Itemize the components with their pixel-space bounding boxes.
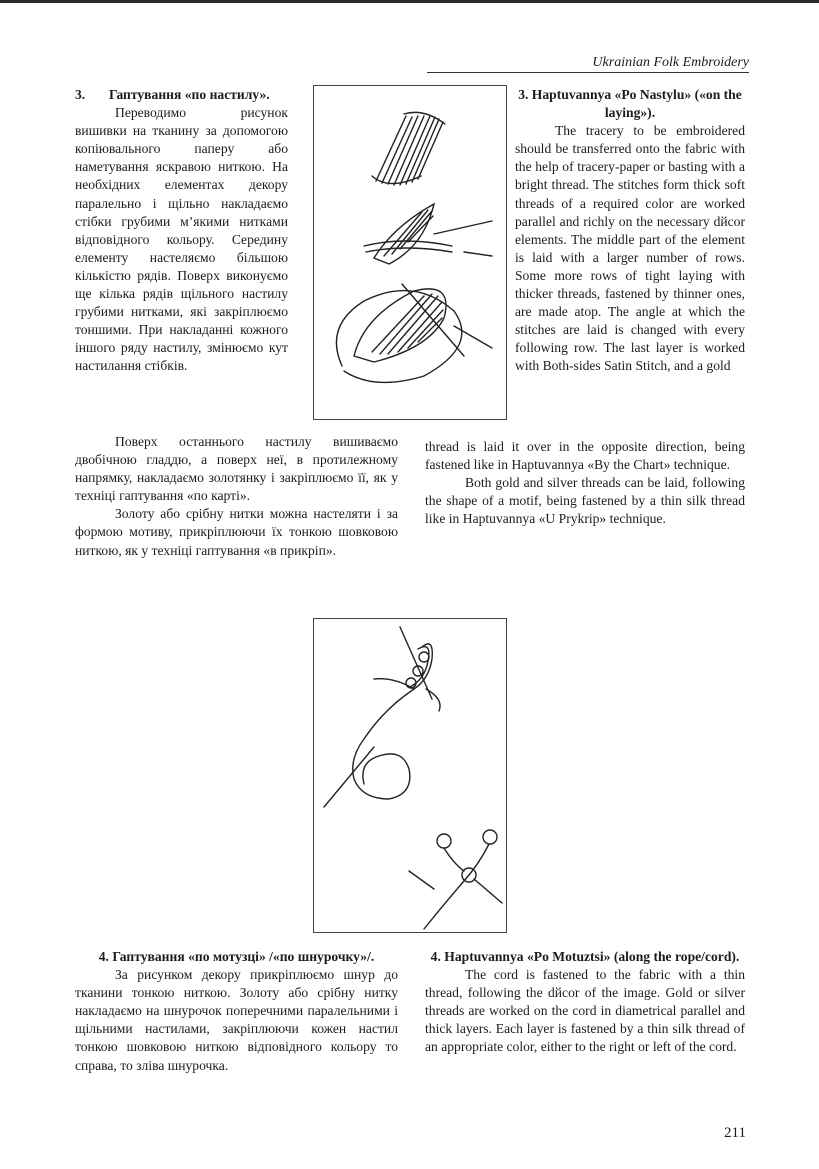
uk-section-3-paragraph-3: Золоту або срібну нитки можна настеляти і за формою мотиву, прикріплюючи їх тонкою шовковою ниткою, як у техніці гаптування «в прикріп». (75, 506, 398, 558)
en-section-3 (515, 86, 745, 376)
embroidery-cord-couching-illustration (314, 619, 506, 932)
en-section-3-paragraph-2: Both gold and silver threads can be laid, following the shape of a motif, being fastened by a thin silk thread like in Haptuvannya «U Prykrip» technique. (425, 475, 745, 527)
en-section-4-paragraph-1: The cord is fastened to the fabric with a thin thread, following the dйcor of the image. Gold or silver threads are worked on the cord in diametrical parallel and thick layers. Each layer is fastened by a thin silk thread of an appropriate color, either to the right or left of the cord. (425, 967, 745, 1055)
en-section-3-paragraph-1-part-2: thread is laid it over in the opposite direction, being fastened like in Haptuvannya «By the Chart» technique. (425, 439, 745, 473)
cone-motif-with-loop (336, 284, 492, 382)
figure-cord-couching (313, 618, 507, 933)
uk-section-3-paragraph-2: Поверх останнього настилу вишиваємо двобічною гладдю, а поверх неї, в протилежному напрямку, накладаємо золотянку і закріплюємо її, як у техніці гаптування «по карті». (75, 434, 398, 504)
leaf-motif-with-needle (364, 204, 492, 264)
en-section-3-heading: 3. Haptuvannya «Po Nastylu» («on the laying»). (518, 87, 742, 121)
en-section-4 (425, 948, 745, 1057)
top-border (0, 0, 819, 3)
cord-loop-with-needle (324, 627, 440, 807)
small-cord-motif (409, 830, 502, 929)
uk-section-3 (75, 86, 288, 376)
page-number: 211 (724, 1125, 746, 1141)
satin-stitch-motif (372, 112, 445, 185)
en-section-4-heading: 4. Haptuvannya «Po Motuztsi» (along the rope/cord). (430, 949, 740, 964)
embroidery-laying-stitch-illustration (314, 86, 506, 419)
uk-section-4 (75, 948, 398, 1075)
uk-section-4-paragraph-1: За рисунком декору прикріплюємо шнур до тканини тонкою ниткою. Золоту або срібну нитку накладаємо на шнурочок поперечними паралельними і щільними настилами, закріплюючи кожен настил тонкою шовковою ниткою відповідного кольору то справа, то зліва шнурочка. (75, 967, 398, 1073)
uk-section-3-heading: 3. Гаптування «по настилу». (75, 87, 270, 102)
en-section-3-continued (425, 438, 745, 528)
uk-section-3-paragraph-1: Переводимо рисунок вишивки на тканину за допомогою копіювального паперу або наметування яскравою ниткою. На необхідних елементах декору паралельно і щільно накладаємо стібки грубими м’якими нитками відповідного кольору. Середину елементу настеляємо більшою кількістю рядів. Поверх виконуємо ще кілька рядів щільного настилу грубими нитками, які закріплюємо тоншими. При накладанні кожного іншого ряду настилу, змінюємо кут настилання стібків. (75, 105, 288, 374)
uk-section-3-continued (75, 433, 398, 560)
en-section-3-paragraph-1-part-1: The tracery to be embroidered should be transferred onto the fabric with the help of tracery-paper or basting with a bright thread. The stitches form thick soft threads of a required color are worked parallel and richly on the necessary dйcor elements. The middle part of the element is laid with a larger number of rows. Some more rows of tight laying with thicker threads, fastened by thinner ones, are made atop. The angle at which the stitches are laid is changed with every following row. The last layer is worked with Both-sides Satin Stitch, and a gold (515, 123, 745, 374)
running-title: Ukrainian Folk Embroidery (592, 55, 749, 70)
header-rule (427, 72, 749, 73)
uk-section-4-heading: 4. Гаптування «по мотузці» /«по шнурочку»/. (98, 949, 375, 964)
figure-laying-stitch (313, 85, 507, 420)
